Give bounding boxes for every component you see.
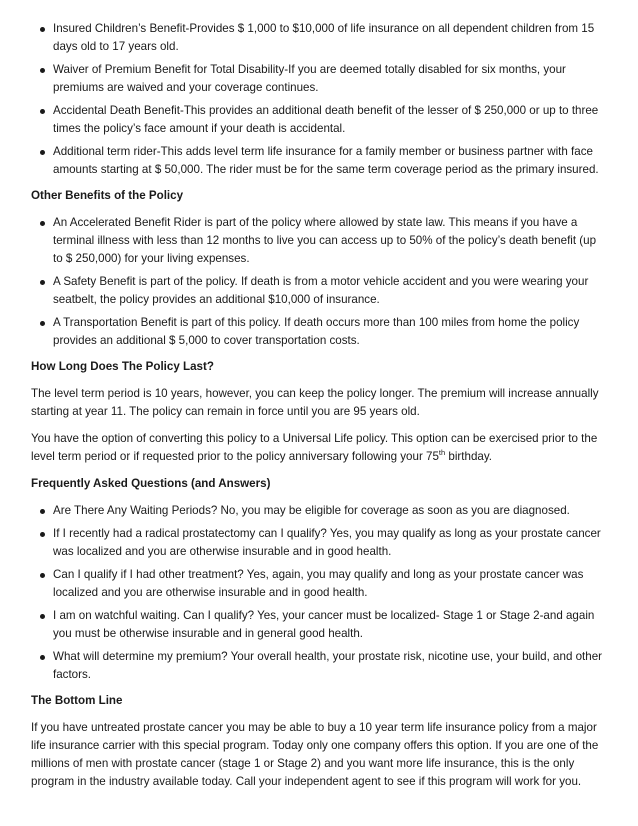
bullet-icon: [40, 109, 45, 114]
list-item: [53, 20, 608, 56]
list-item-text: I am on watchful waiting. Can I qualify? Yes, your cancer must be localized- Stage 1 or Stage 2-and again you must be otherwise insurable and in general good health.: [53, 609, 595, 640]
list-item: [53, 607, 608, 643]
list-item-text: Can I qualify if I had other treatment? Yes, again, you may qualify and long as your prostate cancer was localized and you are otherwise insurable and in good health.: [53, 568, 584, 599]
paragraph-bottom-line: If you have untreated prostate cancer you may be able to buy a 10 year term life insurance policy from a major life insurance carrier with this special program. Today only one company offers this option. If you are one of the millions of men with prostate cancer (stage 1 or Stage 2) and you want more life insurance, this is the only program in the industry available today. Call your independent agent to see if this program will work for you.: [31, 721, 599, 788]
paragraph-how-long-2: [31, 430, 608, 466]
bullet-icon: [40, 532, 45, 537]
bullet-icon: [40, 150, 45, 155]
list-item-text: Waiver of Premium Benefit for Total Disability-If you are deemed totally disabled for six months, your premiums are waived and your coverage continues.: [53, 63, 566, 94]
paragraph-text-end: birthday.: [445, 450, 493, 463]
rider-benefits-list: [31, 20, 608, 179]
list-item: [53, 61, 608, 97]
superscript: th: [438, 448, 446, 457]
list-item: [53, 502, 608, 520]
bullet-icon: [40, 614, 45, 619]
other-benefits-list: [31, 214, 608, 350]
list-item-text: Are There Any Waiting Periods? No, you may be eligible for coverage as soon as you are diagnosed.: [53, 504, 570, 517]
list-item-text: If I recently had a radical prostatectomy can I qualify? Yes, you may qualify as long as your prostate cancer was localized and you are otherwise insurable and in good health.: [53, 527, 601, 558]
section-heading-faq: Frequently Asked Questions (and Answers): [31, 477, 271, 490]
list-item-text: Insured Children’s Benefit-Provides $ 1,000 to $10,000 of life insurance on all dependent children from 15 days old to 17 years old.: [53, 22, 595, 53]
list-item: [53, 143, 608, 179]
list-item: [53, 273, 608, 309]
section-heading-bottom-line: The Bottom Line: [31, 694, 123, 707]
bullet-icon: [40, 655, 45, 660]
list-item: [53, 214, 608, 268]
section-heading-how-long: How Long Does The Policy Last?: [31, 360, 214, 373]
bullet-icon: [40, 280, 45, 285]
section-heading-other-benefits: Other Benefits of the Policy: [31, 189, 184, 202]
bullet-icon: [40, 321, 45, 326]
list-item: [53, 525, 608, 561]
list-item-text: A Safety Benefit is part of the policy. If death is from a motor vehicle accident and you were wearing your seatbelt, the policy provides an additional $10,000 of insurance.: [53, 275, 589, 306]
paragraph-text: You have the option of converting this policy to a Universal Life policy. This option can be exercised prior to the level term period or if requested prior to the policy anniversary following your 75: [31, 432, 598, 463]
bullet-icon: [40, 221, 45, 226]
bullet-icon: [40, 573, 45, 578]
list-item-text: What will determine my premium? Your overall health, your prostate risk, nicotine use, your build, and other factors.: [53, 650, 603, 681]
bullet-icon: [40, 68, 45, 73]
list-item-text: A Transportation Benefit is part of this policy. If death occurs more than 100 miles from home the policy provides an additional $ 5,000 to cover transportation costs.: [53, 316, 580, 347]
list-item: [53, 102, 608, 138]
list-item: [53, 314, 608, 350]
list-item-text: Accidental Death Benefit-This provides an additional death benefit of the lesser of $ 250,000 or up to three times the policy’s face amount if your death is accidental.: [53, 104, 599, 135]
paragraph-how-long-1: The level term period is 10 years, however, you can keep the policy longer. The premium will increase annually starting at year 11. The policy can remain in force until you are 95 years old.: [31, 387, 599, 418]
bullet-icon: [40, 27, 45, 32]
list-item: [53, 566, 608, 602]
list-item-text: Additional term rider-This adds level term life insurance for a family member or business partner with face amounts starting at $ 50,000. The rider must be for the same term coverage period as the primary insured.: [53, 145, 599, 176]
bullet-icon: [40, 509, 45, 514]
list-item-text: An Accelerated Benefit Rider is part of the policy where allowed by state law. This means if you have a terminal illness with less than 12 months to live you can access up to 50% of the policy’s death benefit (up to $ 250,000) for your living expenses.: [53, 216, 597, 265]
list-item: [53, 648, 608, 684]
faq-list: [31, 502, 608, 684]
